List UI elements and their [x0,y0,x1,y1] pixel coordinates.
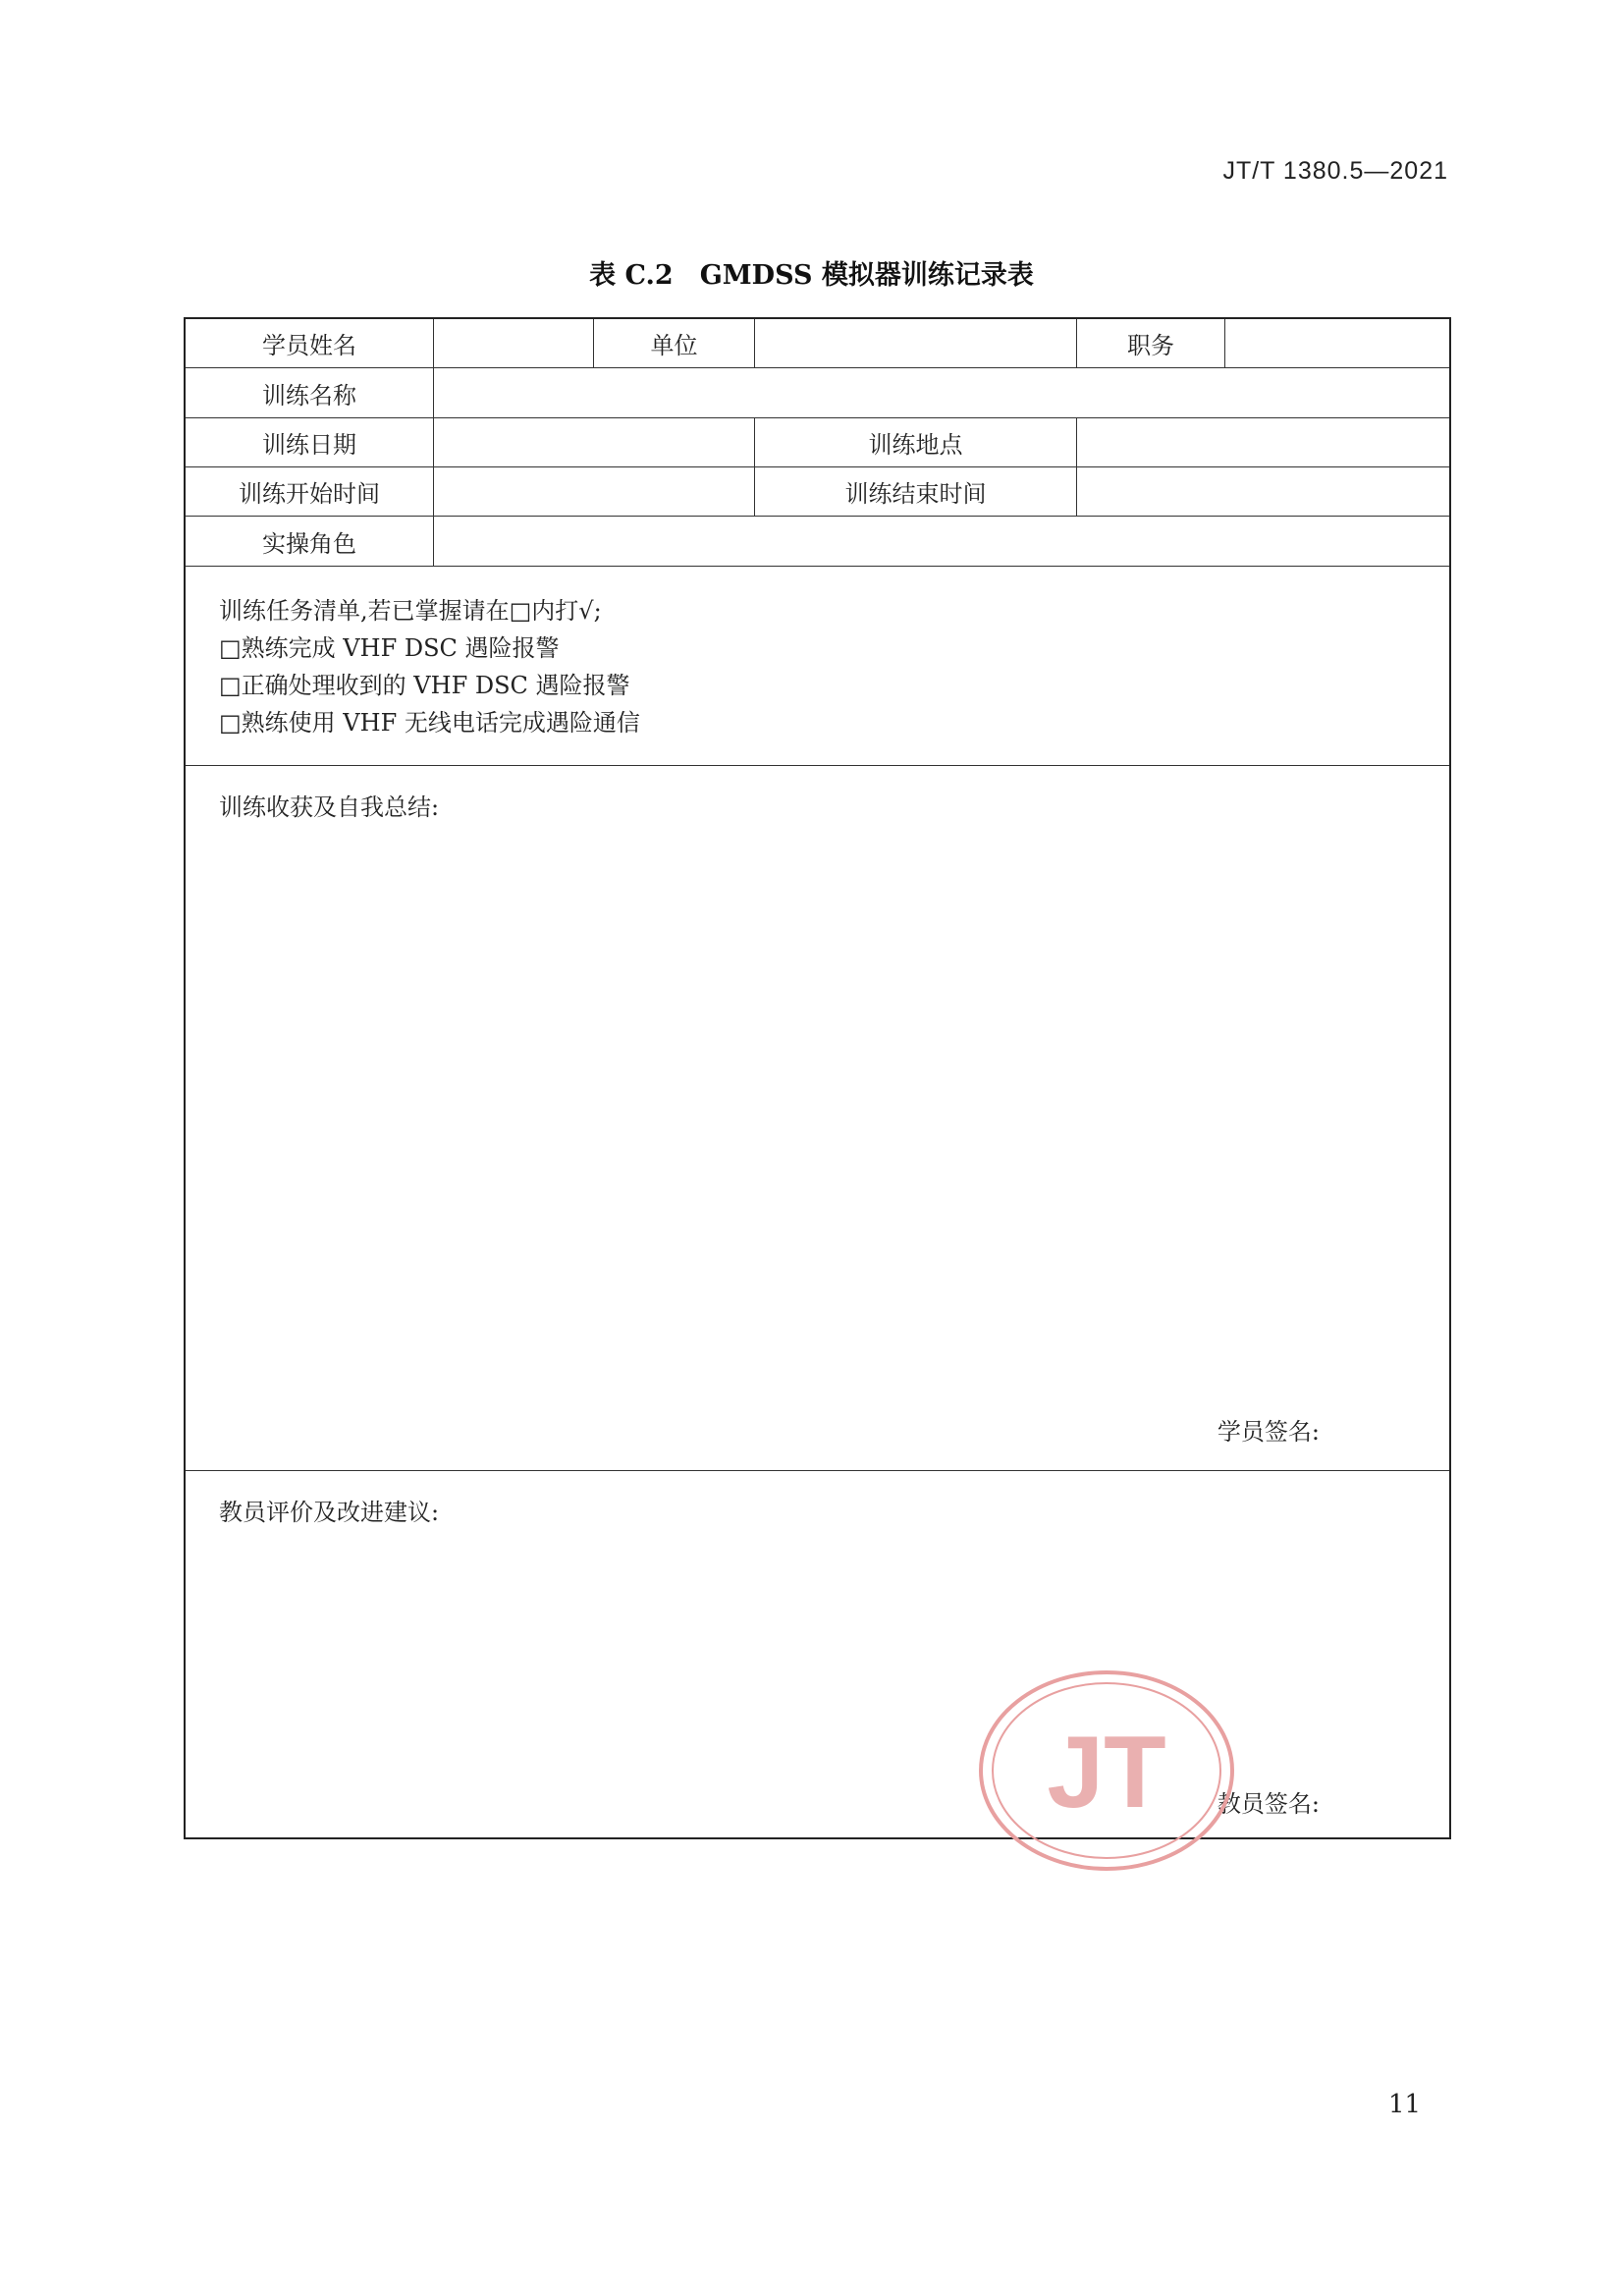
table-row-training-name [186,368,1449,418]
summary-section[interactable] [186,766,1449,1471]
standard-code: JT/T 1380.5—2021 [1222,157,1448,185]
task-item-2[interactable]: □正确处理收到的 VHF DSC 遇险报警 [219,672,630,699]
position-label: 职务 [1077,319,1225,367]
training-date-field[interactable] [434,418,755,466]
jt-seal-logo [976,1667,1237,1874]
task-list-section [186,567,1449,766]
instructor-signature-label: 教员签名: [1217,1790,1320,1818]
table-row-trainee [186,319,1449,368]
table-row-role [186,517,1449,567]
training-name-field[interactable] [434,368,1449,417]
training-date-label: 训练日期 [186,418,434,466]
table-row-times [186,467,1449,517]
start-time-label: 训练开始时间 [186,467,434,516]
summary-heading: 训练收获及自我总结: [219,793,440,821]
unit-field[interactable] [755,319,1077,367]
task-list-heading: 训练任务清单,若已掌握请在□内打√; [219,597,602,625]
position-field[interactable] [1225,319,1449,367]
instructor-heading: 教员评价及改进建议: [219,1499,440,1526]
training-location-label: 训练地点 [755,418,1077,466]
unit-label: 单位 [594,319,755,367]
training-name-label: 训练名称 [186,368,434,417]
end-time-label: 训练结束时间 [755,467,1077,516]
task-item-3[interactable]: □熟练使用 VHF 无线电话完成遇险通信 [219,709,640,737]
seal-text: JT [1047,1716,1166,1830]
task-item-1[interactable]: □熟练完成 VHF DSC 遇险报警 [219,634,560,662]
table-caption: 表 C.2 GMDSS 模拟器训练记录表 [589,260,1034,291]
start-time-field[interactable] [434,467,755,516]
trainee-name-label: 学员姓名 [186,319,434,367]
page-number: 11 [1388,2090,1422,2119]
role-label: 实操角色 [186,517,434,566]
training-record-table [184,317,1451,1839]
role-field[interactable] [434,517,1449,566]
instructor-section[interactable] [186,1471,1449,1837]
table-row-date-location [186,418,1449,467]
end-time-field[interactable] [1077,467,1449,516]
trainee-signature-label: 学员签名: [1217,1418,1320,1446]
trainee-name-field[interactable] [434,319,594,367]
training-location-field[interactable] [1077,418,1449,466]
